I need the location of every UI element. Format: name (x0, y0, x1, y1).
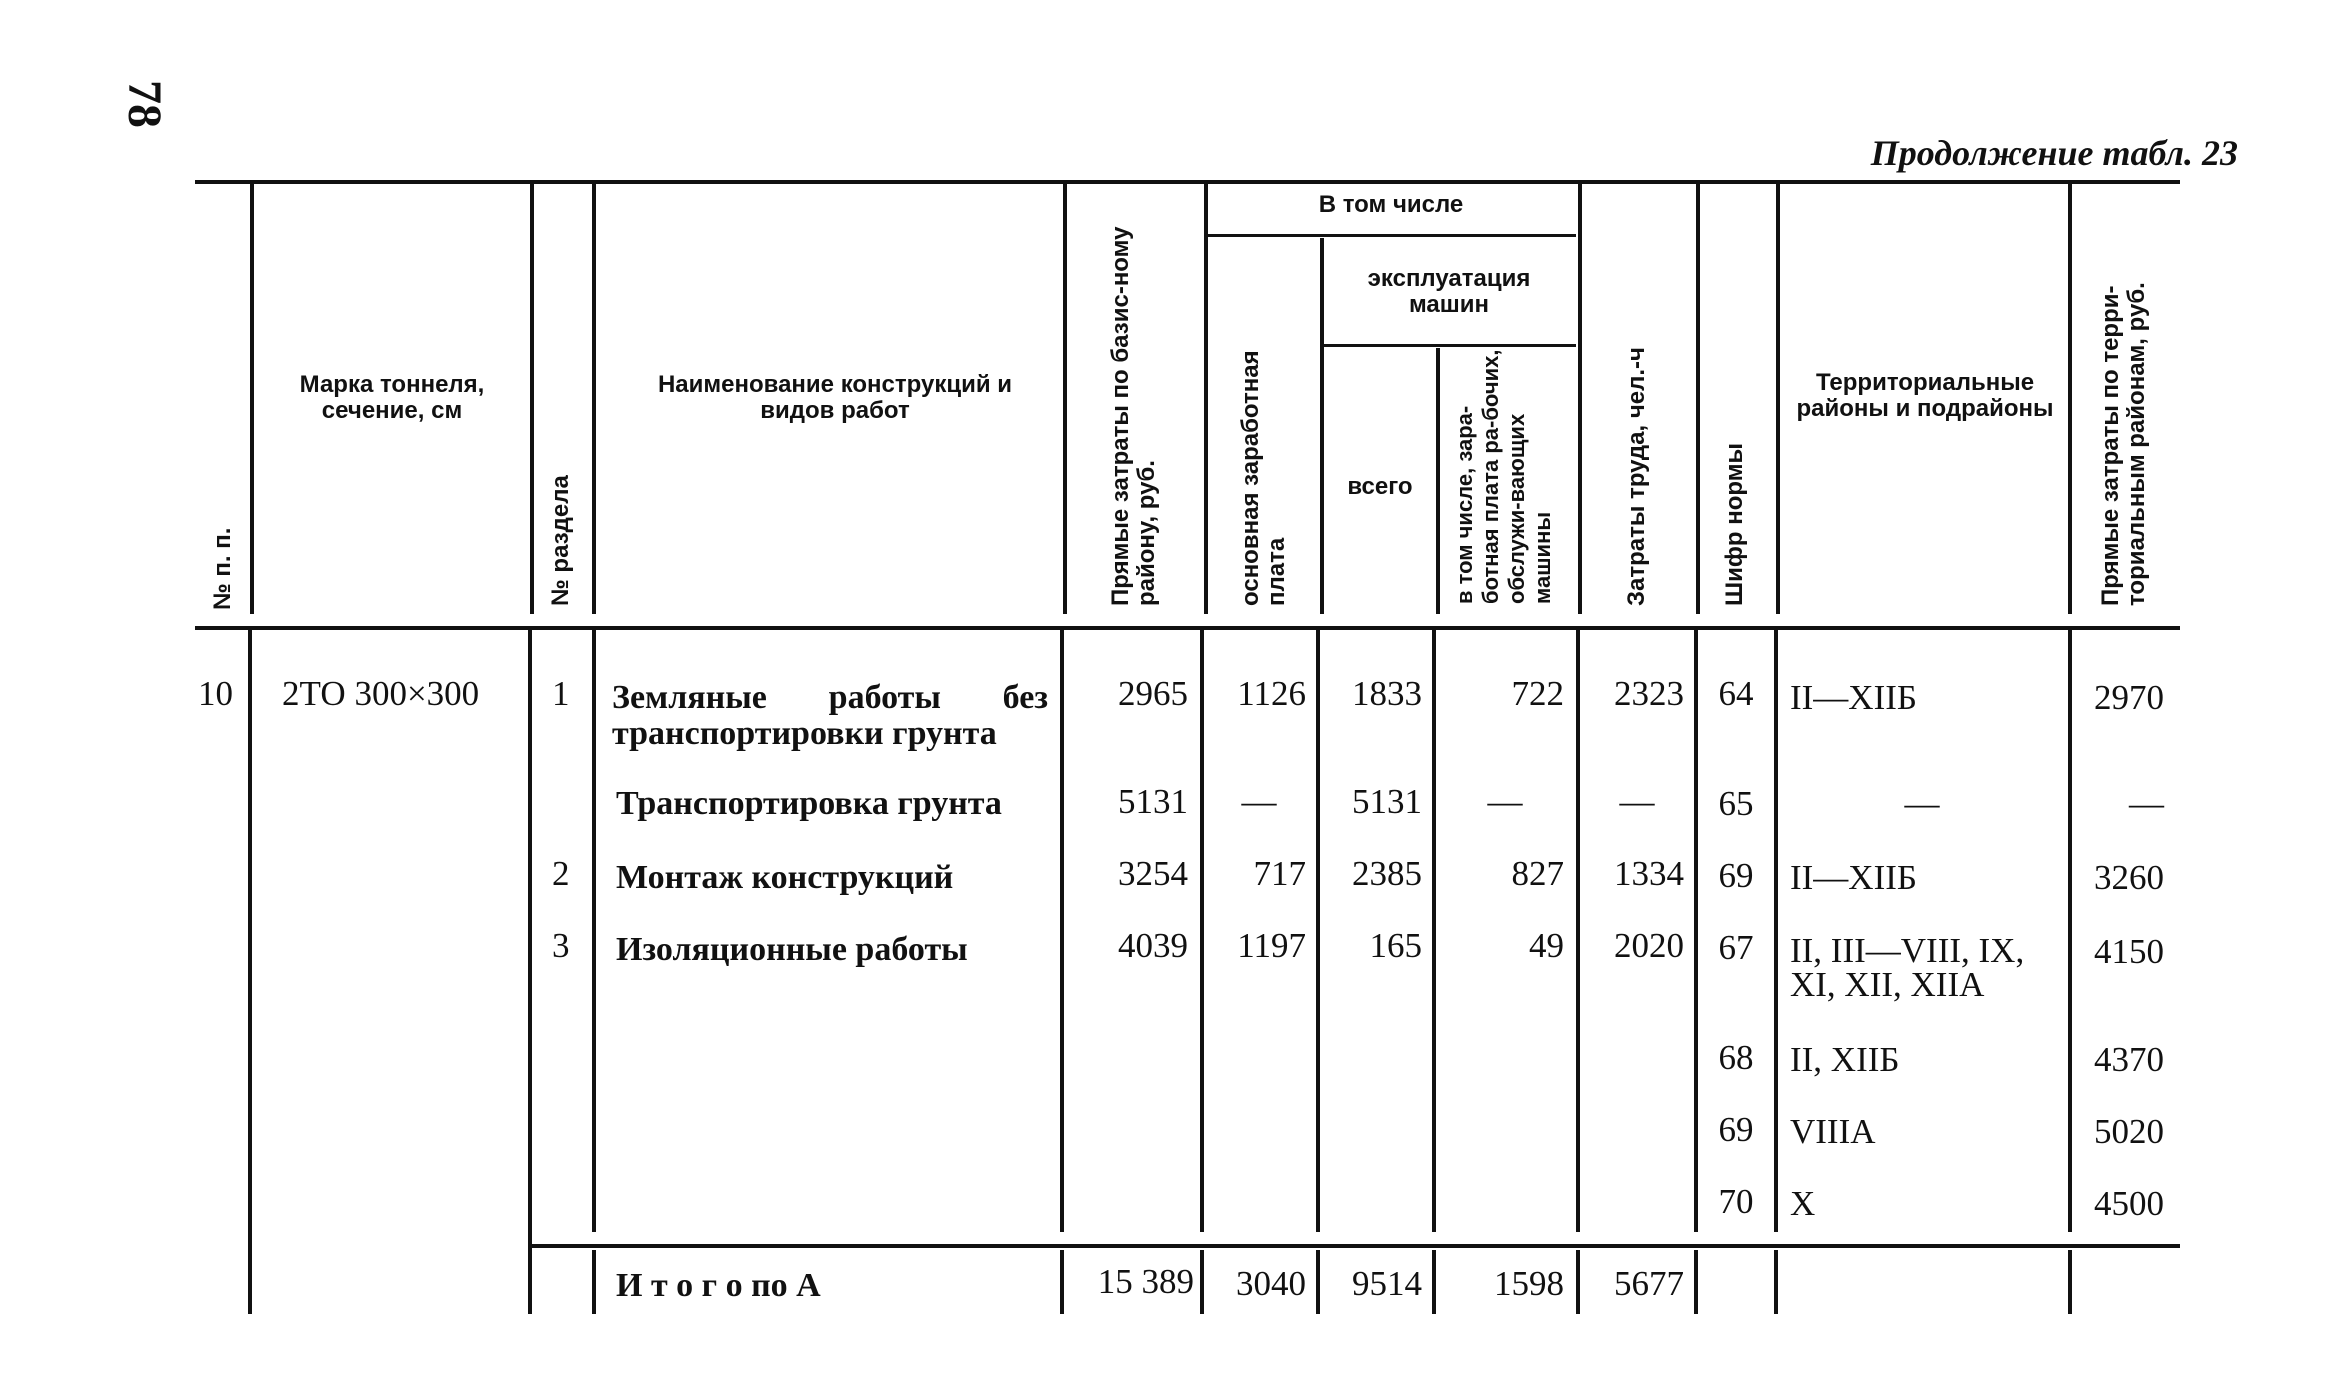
row-code: 64 (1718, 674, 1754, 713)
header-brand: Марка тоннеля, сечение, см (299, 371, 485, 424)
row-name: Монтаж конструкций (616, 859, 954, 896)
row-direct: 5131 (1118, 782, 1188, 821)
page-number: 78 (118, 80, 171, 128)
row-mwage: — (1487, 782, 1523, 821)
header-code: Шифр нормы (1721, 443, 1748, 606)
row-rcost: 2970 (2094, 678, 2164, 717)
header-name: Наименование конструкций и видов работ (657, 371, 1013, 424)
row-mtotal: 5131 (1352, 782, 1422, 821)
header-direct-cost: Прямые затраты по базис-ному району, руб. (1107, 226, 1160, 606)
row-code: 69 (1718, 856, 1754, 895)
row-region: VIIIА (1790, 1112, 1876, 1151)
header-section: № раздела (547, 475, 574, 606)
row-wage: — (1241, 782, 1277, 821)
row-mwage: 49 (1529, 926, 1564, 965)
row-labor: 1334 (1614, 854, 1684, 893)
row-wage: 717 (1253, 854, 1306, 893)
header-wage: основная заработная плата (1237, 350, 1290, 606)
row-code: 65 (1718, 784, 1754, 823)
header-machines-total: всего (1347, 473, 1413, 500)
item-brand: 2ТО 300×300 (282, 674, 480, 713)
header-including: В том числе (1318, 191, 1464, 218)
row-section: 3 (552, 926, 570, 965)
row-labor: 2020 (1614, 926, 1684, 965)
row-rcost: — (2129, 784, 2164, 823)
row-name: Транспортировка грунта (616, 785, 1002, 822)
continuation-title: Продолжение табл. 23 (1870, 133, 2238, 173)
header-labor: Затраты труда, чел.-ч (1623, 347, 1650, 606)
header-num: № п. п. (209, 527, 236, 610)
row-labor: 2323 (1614, 674, 1684, 713)
row-code: 69 (1718, 1110, 1754, 1149)
row-mwage: 827 (1511, 854, 1564, 893)
total-labor: 5677 (1614, 1264, 1684, 1303)
row-direct: 2965 (1118, 674, 1188, 713)
row-rcost: 4500 (2094, 1184, 2164, 1223)
row-labor: — (1619, 782, 1655, 821)
row-region: II—XIIБ (1790, 678, 1917, 717)
total-direct: 15 389 (1097, 1262, 1194, 1301)
header-machines-wage: в том числе, зара-ботная плата ра-бочих, обслужи-вающих машины (1452, 349, 1555, 604)
row-rcost: 3260 (2094, 858, 2164, 897)
row-region: II—XIIБ (1790, 858, 1917, 897)
row-code: 67 (1718, 928, 1754, 967)
row-region: II, XIIБ (1790, 1040, 1900, 1079)
row-section: 1 (552, 674, 570, 713)
row-mtotal: 1833 (1352, 674, 1422, 713)
row-section: 2 (552, 854, 570, 893)
row-rcost: 4370 (2094, 1040, 2164, 1079)
header-regional-cost: Прямые затраты по терри-ториальным районам, руб. (2097, 282, 2150, 606)
row-region: X (1790, 1184, 1816, 1223)
row-mtotal: 2385 (1352, 854, 1422, 893)
row-name: Изоляционные работы (616, 931, 968, 968)
total-mwage: 1598 (1494, 1264, 1564, 1303)
row-rcost: 5020 (2094, 1112, 2164, 1151)
row-mwage: 722 (1511, 674, 1564, 713)
row-rcost: 4150 (2094, 932, 2164, 971)
item-num: 10 (198, 674, 233, 713)
row-direct: 4039 (1118, 926, 1188, 965)
total-wage: 3040 (1236, 1264, 1306, 1303)
total-label: И т о г о по А (616, 1267, 821, 1304)
row-region: — (1904, 784, 1940, 823)
header-machines: эксплуатация машин (1367, 265, 1531, 318)
row-name: Земляные работы без транспортировки грунта (612, 679, 1048, 752)
header-regions: Территориальные районы и подрайоны (1796, 369, 2054, 422)
row-region: II, III—VIII, IX, XI, XII, XIIА (1790, 931, 2025, 1004)
row-code: 70 (1718, 1182, 1754, 1221)
row-direct: 3254 (1118, 854, 1188, 893)
row-code: 68 (1718, 1038, 1754, 1077)
total-mtotal: 9514 (1352, 1264, 1422, 1303)
row-wage: 1126 (1237, 674, 1306, 713)
row-mtotal: 165 (1369, 926, 1422, 965)
row-wage: 1197 (1237, 926, 1306, 965)
